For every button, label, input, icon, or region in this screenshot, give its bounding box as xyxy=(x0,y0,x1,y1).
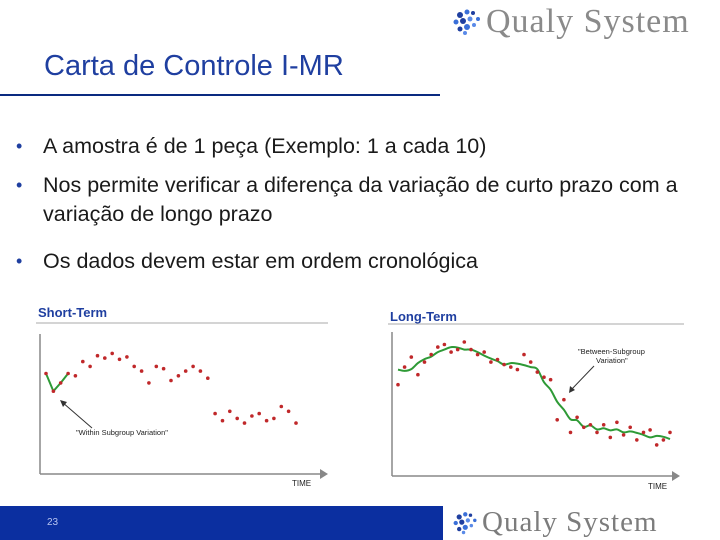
data-point xyxy=(602,423,606,427)
data-point xyxy=(118,358,122,362)
data-point xyxy=(265,419,269,423)
data-point xyxy=(52,389,56,393)
data-point xyxy=(582,426,586,430)
bullet-text: Os dados devem estar em ordem cronológica xyxy=(43,249,478,273)
data-point xyxy=(509,365,513,369)
company-logo xyxy=(452,0,690,44)
data-point xyxy=(496,358,500,362)
data-point xyxy=(522,353,526,357)
data-point xyxy=(257,412,261,416)
data-point xyxy=(162,367,166,371)
bullet-list xyxy=(16,132,716,286)
annotation-leader xyxy=(62,402,92,428)
data-point xyxy=(235,417,239,421)
dot-cluster-icon xyxy=(452,7,486,37)
data-point xyxy=(81,360,85,364)
data-point xyxy=(272,417,276,421)
data-point xyxy=(416,373,420,377)
data-point xyxy=(66,372,70,376)
data-point xyxy=(662,438,666,442)
x-axis-label: TIME xyxy=(648,482,668,491)
data-point xyxy=(549,378,553,382)
data-point xyxy=(59,381,63,385)
data-point xyxy=(199,369,203,373)
data-point xyxy=(502,363,506,367)
data-point xyxy=(250,414,254,418)
data-point xyxy=(449,350,453,354)
bullet-item xyxy=(16,132,716,161)
data-point xyxy=(44,372,48,376)
data-point xyxy=(206,376,210,380)
data-point xyxy=(228,410,232,414)
footer-logo xyxy=(452,505,658,540)
long-term-chart xyxy=(382,302,692,497)
data-point xyxy=(536,370,540,374)
page-number: 23 xyxy=(47,517,59,528)
data-point xyxy=(628,426,632,430)
data-point xyxy=(423,360,427,364)
data-point xyxy=(436,345,440,349)
data-point xyxy=(132,365,136,369)
data-point xyxy=(155,365,159,369)
bullet-icon: • xyxy=(16,136,23,156)
data-point xyxy=(575,416,579,420)
data-point xyxy=(443,343,447,347)
data-point xyxy=(287,410,291,414)
data-point xyxy=(125,355,129,359)
page-title: Carta de Controle I-MR xyxy=(44,50,344,82)
data-point xyxy=(609,436,613,440)
logo-text: Qualy System xyxy=(486,3,690,40)
within-subgroup-annotation: "Within Subgroup Variation" xyxy=(76,428,168,437)
data-point xyxy=(213,412,217,416)
data-point xyxy=(410,355,414,359)
data-point xyxy=(184,369,188,373)
data-point xyxy=(191,365,195,369)
data-point xyxy=(622,433,626,437)
data-point xyxy=(103,356,107,360)
bullet-icon: • xyxy=(16,251,23,271)
data-point xyxy=(280,405,284,409)
data-point xyxy=(456,348,460,352)
data-point xyxy=(96,354,100,358)
data-point xyxy=(542,375,546,379)
annotation-leader xyxy=(571,366,594,390)
logo-text: Qualy System xyxy=(482,506,658,538)
data-point xyxy=(243,421,247,425)
data-point xyxy=(110,352,114,356)
data-point xyxy=(469,348,473,352)
data-point xyxy=(589,423,593,427)
short-term-chart xyxy=(30,298,340,493)
data-point xyxy=(529,360,533,364)
bullet-icon: • xyxy=(16,175,23,195)
data-point xyxy=(147,381,151,385)
data-point xyxy=(403,365,407,369)
bullet-item xyxy=(16,171,716,229)
data-point xyxy=(476,353,480,357)
long-term-trend-curve xyxy=(398,347,670,439)
data-point xyxy=(74,374,78,378)
data-point xyxy=(555,418,559,422)
short-term-heading: Short-Term xyxy=(38,305,108,320)
data-point xyxy=(648,428,652,432)
data-point xyxy=(429,353,433,357)
title-divider xyxy=(0,94,440,96)
between-subgroup-annotation-line-1: "Between-Subgroup xyxy=(578,347,645,356)
bullet-item xyxy=(16,247,716,276)
data-point xyxy=(88,365,92,369)
bullet-text: A amostra é de 1 peça (Exemplo: 1 a cada 10) xyxy=(43,134,487,158)
x-axis-arrow-icon xyxy=(320,469,328,479)
data-point xyxy=(396,383,400,387)
data-point xyxy=(569,431,573,435)
data-point xyxy=(221,419,225,423)
data-point xyxy=(482,350,486,354)
long-term-heading: Long-Term xyxy=(390,309,457,324)
data-point xyxy=(595,431,599,435)
x-axis-label: TIME xyxy=(292,479,312,488)
data-point xyxy=(489,360,493,364)
data-point xyxy=(140,369,144,373)
within-subgroup-line xyxy=(46,374,68,392)
data-point xyxy=(562,398,566,402)
x-axis-arrow-icon xyxy=(672,471,680,481)
data-point xyxy=(516,368,520,372)
data-point xyxy=(668,431,672,435)
dot-cluster-icon xyxy=(452,510,482,536)
data-point xyxy=(294,421,298,425)
between-subgroup-annotation-line-2: Variation" xyxy=(596,356,628,365)
bullet-text: Nos permite verificar a diferença da variação de curto prazo com a variação de longo prazo xyxy=(43,173,678,226)
data-point xyxy=(642,431,646,435)
data-point xyxy=(463,340,467,344)
data-point xyxy=(177,374,181,378)
data-point xyxy=(655,443,659,447)
data-point xyxy=(169,379,173,383)
short-term-points xyxy=(44,352,298,425)
data-point xyxy=(635,438,639,442)
data-point xyxy=(615,421,619,425)
